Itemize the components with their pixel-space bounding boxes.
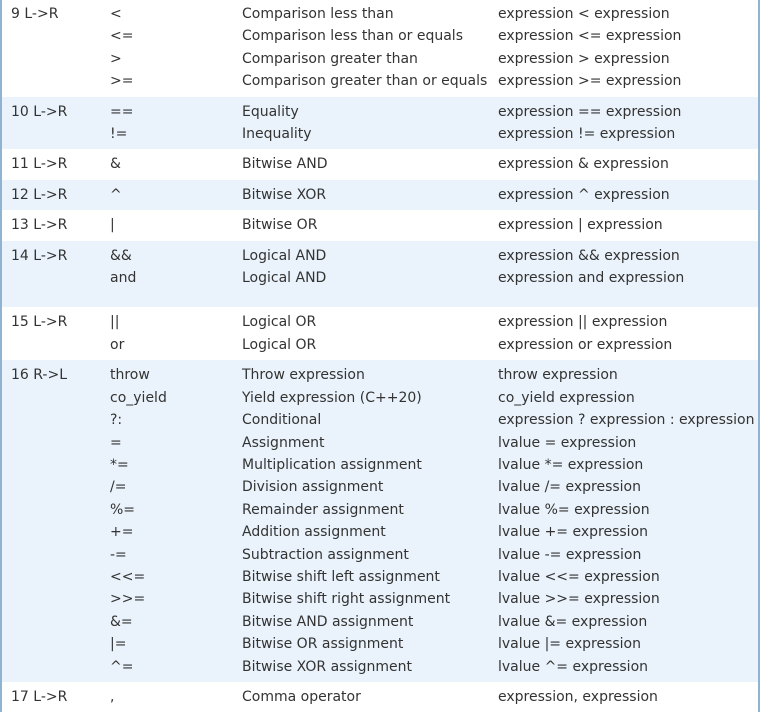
precedence-group-row xyxy=(2,241,758,308)
operator-cell xyxy=(110,180,242,210)
usage: expression >= expression xyxy=(498,73,682,90)
operator: & xyxy=(110,156,121,173)
usage: expression, expression xyxy=(498,688,658,705)
description-cell xyxy=(242,97,498,150)
usage: lvalue &= expression xyxy=(498,613,648,630)
operator: < xyxy=(110,6,122,22)
description: Conditional xyxy=(242,412,322,429)
operator-precedence-table xyxy=(2,0,758,716)
usage: lvalue += expression xyxy=(498,524,649,541)
usage: co_yield expression xyxy=(498,389,635,406)
precedence-level-cell xyxy=(2,210,110,240)
precedence-group-row xyxy=(2,307,758,360)
usage: lvalue /= expression xyxy=(498,479,641,496)
precedence-group-row xyxy=(2,149,758,179)
usage: lvalue |= expression xyxy=(498,636,641,653)
description: Bitwise XOR assignment xyxy=(242,658,413,675)
operator: , xyxy=(110,688,115,705)
usage: lvalue >>= expression xyxy=(498,591,660,608)
operator: <= xyxy=(110,28,134,45)
operator: >= xyxy=(110,73,134,90)
operator-cell xyxy=(110,0,242,97)
operator-cell xyxy=(110,360,242,682)
usage-cell xyxy=(498,682,758,716)
precedence-level: 12 L->R xyxy=(11,186,68,203)
operator: == xyxy=(110,103,134,120)
operator: ?: xyxy=(110,412,123,429)
description: Assignment xyxy=(242,434,325,451)
operator: *= xyxy=(110,456,129,473)
operator-cell xyxy=(110,682,242,716)
description: Logical OR xyxy=(242,314,317,331)
usage: throw expression xyxy=(498,367,618,384)
precedence-group-row xyxy=(2,97,758,150)
precedence-level: 17 L->R xyxy=(11,688,68,705)
precedence-group-row xyxy=(2,360,758,682)
operator: || xyxy=(110,314,120,331)
precedence-level-cell xyxy=(2,97,110,150)
precedence-level: 11 L->R xyxy=(11,156,68,173)
usage: expression < expression xyxy=(498,6,670,22)
description: Bitwise shift right assignment xyxy=(242,591,451,608)
usage: expression ? expression : expression xyxy=(498,412,755,429)
description: Logical OR xyxy=(242,336,317,353)
usage: expression <= expression xyxy=(498,28,682,45)
description: Comparison greater than or equals xyxy=(242,73,488,90)
precedence-level-cell xyxy=(2,682,110,716)
operator-cell xyxy=(110,210,242,240)
usage-cell xyxy=(498,0,758,97)
usage-cell xyxy=(498,307,758,360)
usage-cell xyxy=(498,241,758,308)
usage: lvalue *= expression xyxy=(498,456,644,473)
usage-cell xyxy=(498,360,758,682)
description-cell xyxy=(242,307,498,360)
usage: lvalue <<= expression xyxy=(498,568,660,585)
usage: expression != expression xyxy=(498,126,676,143)
precedence-level-cell xyxy=(2,149,110,179)
description: Equality xyxy=(242,103,299,120)
description: Division assignment xyxy=(242,479,384,496)
operator: %= xyxy=(110,501,136,518)
usage: expression ^ expression xyxy=(498,186,670,203)
precedence-level-cell xyxy=(2,0,110,97)
operator: co_yield xyxy=(110,389,167,406)
operator: <<= xyxy=(110,568,146,585)
description: Subtraction assignment xyxy=(242,546,409,563)
description-cell xyxy=(242,241,498,308)
precedence-level-cell xyxy=(2,360,110,682)
description: Bitwise AND assignment xyxy=(242,613,414,630)
usage: lvalue = expression xyxy=(498,434,637,451)
operator: /= xyxy=(110,479,127,496)
operator-cell xyxy=(110,149,242,179)
operator: += xyxy=(110,524,134,541)
description-cell xyxy=(242,149,498,179)
operator: > xyxy=(110,50,122,67)
operator: |= xyxy=(110,636,127,653)
operator: = xyxy=(110,434,122,451)
description-cell xyxy=(242,180,498,210)
precedence-group-row xyxy=(2,180,758,210)
usage-cell xyxy=(498,180,758,210)
description: Bitwise AND xyxy=(242,156,328,173)
usage: expression and expression xyxy=(498,270,685,287)
operator-cell xyxy=(110,241,242,308)
operator: -= xyxy=(110,546,127,563)
precedence-level-cell xyxy=(2,307,110,360)
description: Comparison less than or equals xyxy=(242,28,463,45)
precedence-table-body xyxy=(2,0,758,716)
usage-cell xyxy=(498,97,758,150)
usage: expression or expression xyxy=(498,336,673,353)
precedence-level-cell xyxy=(2,241,110,308)
description: Addition assignment xyxy=(242,524,386,541)
precedence-level: 14 L->R xyxy=(11,247,68,264)
precedence-group-row xyxy=(2,210,758,240)
description-cell xyxy=(242,360,498,682)
operator: throw xyxy=(110,367,150,384)
precedence-level: 10 L->R xyxy=(11,103,68,120)
usage-cell xyxy=(498,210,758,240)
description: Yield expression (C++20) xyxy=(242,389,422,406)
operator: and xyxy=(110,270,137,287)
description: Throw expression xyxy=(242,367,365,384)
usage: expression || expression xyxy=(498,314,668,331)
description: Comma operator xyxy=(242,688,361,705)
precedence-group-row xyxy=(2,0,758,97)
precedence-level: 9 L->R xyxy=(11,6,59,22)
operator: or xyxy=(110,336,125,353)
usage: expression == expression xyxy=(498,103,682,120)
description-cell xyxy=(242,682,498,716)
precedence-level: 16 R->L xyxy=(11,367,68,384)
operator: ^ xyxy=(110,186,122,203)
operator: >>= xyxy=(110,591,146,608)
description: Remainder assignment xyxy=(242,501,404,518)
description: Bitwise OR xyxy=(242,217,318,234)
usage: expression & expression xyxy=(498,156,669,173)
usage: expression > expression xyxy=(498,50,670,67)
precedence-level-cell xyxy=(2,180,110,210)
operator: &= xyxy=(110,613,133,630)
precedence-group-row xyxy=(2,682,758,716)
description: Bitwise shift left assignment xyxy=(242,568,440,585)
operator: && xyxy=(110,247,132,264)
description: Multiplication assignment xyxy=(242,456,422,473)
usage: expression && expression xyxy=(498,247,680,264)
operator-cell xyxy=(110,307,242,360)
operator-cell xyxy=(110,97,242,150)
precedence-level: 13 L->R xyxy=(11,217,68,234)
precedence-level: 15 L->R xyxy=(11,314,68,331)
usage: lvalue ^= expression xyxy=(498,658,649,675)
usage-cell xyxy=(498,149,758,179)
operator: != xyxy=(110,126,128,143)
description: Comparison less than xyxy=(242,6,394,22)
description: Logical AND xyxy=(242,270,327,287)
description-cell xyxy=(242,0,498,97)
description: Bitwise XOR xyxy=(242,186,327,203)
description-cell xyxy=(242,210,498,240)
description: Logical AND xyxy=(242,247,327,264)
description: Comparison greater than xyxy=(242,50,418,67)
usage: expression | expression xyxy=(498,217,663,234)
operator: | xyxy=(110,217,115,234)
usage: lvalue -= expression xyxy=(498,546,642,563)
description: Bitwise OR assignment xyxy=(242,636,404,653)
usage: lvalue %= expression xyxy=(498,501,650,518)
description: Inequality xyxy=(242,126,312,143)
operator: ^= xyxy=(110,658,134,675)
